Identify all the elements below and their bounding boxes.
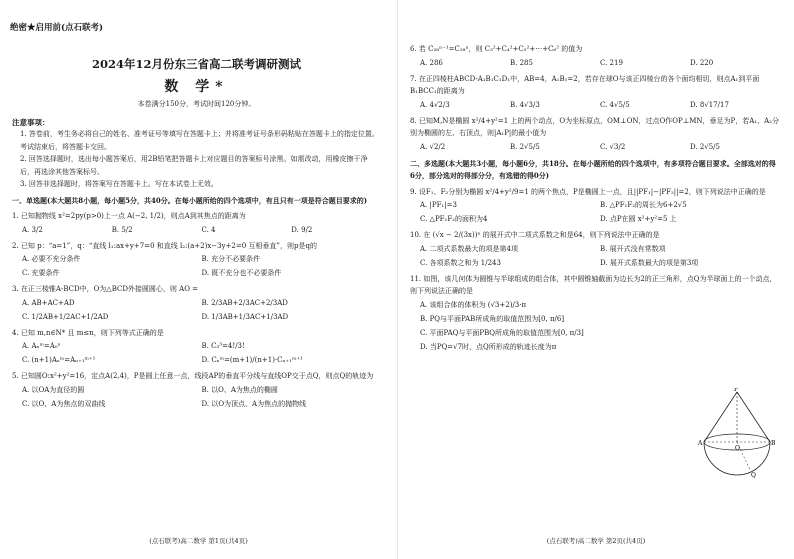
answer-option: B. 285 — [510, 58, 533, 67]
answer-option: D. 1/3AB+1/3AC+1/3AD — [201, 312, 289, 321]
page-right — [397, 0, 794, 559]
answer-option: C. 4√5/5 — [600, 100, 630, 109]
cone-edge — [704, 392, 737, 442]
answer-option: B. 2/3AB+2/3AC+2/3AD — [201, 298, 288, 307]
question-stem: 2. 已知 p：“a=1”，q：“直线 l₁:ax+y+7=0 和直线 l₂:(a+2)x−3y+2=0 互相垂直”，则p是q的 — [12, 241, 317, 250]
question-stem: 3. 在正三棱锥A-BCD中，O为△BCD外接圆圆心，则 AO = — [12, 285, 199, 293]
answer-option: D. 220 — [690, 58, 714, 67]
label-q: Q — [751, 472, 756, 479]
answer-option: B. 2√5/5 — [510, 142, 540, 151]
answer-option: D. 当PQ=√7时，点Q所形成的轨迹长度为π — [420, 342, 557, 351]
options-row — [410, 56, 780, 70]
options-row — [410, 198, 780, 226]
question-stem: 11. 如图，该几何体为圆锥与半球组成的组合体，其中圆锥轴截面为边长为2的正三角形，点Q为半球面上的一个动点，则下列说法正确的是 — [410, 274, 777, 295]
cone-edge — [737, 392, 770, 442]
answer-option: C. (n+1)Aₙᵐ=Aₙ₊₁ᵐ⁺¹ — [22, 356, 96, 364]
options-row — [12, 296, 381, 324]
label-o: O — [735, 445, 740, 452]
exam-meta: 本卷满分150分，考试时间120分钟。 — [137, 100, 256, 108]
exam-title: 2024年12月份东三省高二联考调研测试 — [91, 57, 301, 71]
page-footer: (点石联考)高二数学 第2页(共4页) — [546, 537, 646, 545]
answer-option: C. √3/2 — [600, 142, 626, 151]
answer-option: A. 该组合体的体积为 (√3+2)/3·π — [420, 300, 527, 309]
question-list — [12, 210, 381, 411]
answer-option: C. 平面PAQ与平面PBQ所成角的取值范围为[0, π/3] — [420, 328, 584, 337]
answer-option: A. √2/2 — [420, 142, 446, 151]
answer-option: B. 以O、A为焦点的椭圆 — [201, 385, 278, 394]
notice-heading: 注意事项： — [12, 118, 50, 127]
question-list — [410, 186, 780, 354]
options-row — [410, 298, 780, 354]
options-row — [410, 98, 780, 112]
answer-option: A. Aₙᵐ=A₀ⁿ — [22, 342, 61, 350]
answer-option: D. 以O为顶点、A为焦点的抛物线 — [201, 399, 307, 408]
subject-heading: 数 学* — [164, 79, 229, 95]
question-stem: 7. 在正四棱柱ABCD-A₁B₁C₁D₁中，AB=4，A₁B₁=2，若存在球O与该正四棱台的各个面均相切，则点A₁到平面B₁BCC₁的距离为 — [410, 74, 760, 95]
question-stem: 5. 已知圆O:x²+y²=16，定点A(2,4)，P是圆上任意一点，线段AP的垂直平分线与直线OP交于点Q，则点Q的轨迹为 — [12, 372, 374, 380]
label-p: P — [734, 388, 739, 393]
answer-option: C. 219 — [600, 58, 623, 67]
answer-option: A. 286 — [420, 58, 443, 67]
answer-option: C. 各项系数之和为 1/243 — [420, 258, 501, 267]
answer-option: D. 既不充分也不必要条件 — [201, 269, 282, 277]
answer-option: A. AB+AC+AD — [22, 298, 75, 307]
answer-option: C. △PF₁F₂的面积为4 — [420, 215, 488, 223]
answer-option: A. 4√2/3 — [420, 100, 450, 109]
options-row — [12, 383, 381, 411]
answer-option: D. 展开式系数最大的项是第3项 — [600, 258, 699, 267]
answer-option: C. 4 — [201, 225, 216, 234]
answer-option: B. PQ与平面PAB所成角的取值范围为[0, π/6] — [420, 314, 565, 323]
question-stem: 9. 设F₁、F₂分别为椭圆 x²/4+y²/9=1 的两个焦点，P是椭圆上一点，且||PF₁|−|PF₂||=2，则下列说法中正确的是 — [410, 187, 766, 196]
answer-option: A. 以OA为直径的圆 — [22, 385, 85, 394]
options-row — [410, 140, 780, 154]
answer-option: C. 1/2AB+1/2AC+1/2AD — [22, 312, 109, 321]
question-stem: 4. 已知 m,n∈N* 且 m≤n，则下列等式正确的是 — [12, 328, 164, 337]
confidential-tag: 绝密★启用前(点石联考) — [10, 23, 104, 33]
answer-option: B. 展开式没有常数项 — [600, 244, 666, 253]
answer-option: A. 必要不充分条件 — [22, 255, 81, 263]
question-list — [410, 43, 780, 154]
options-row — [12, 252, 381, 280]
question-stem: 1. 已知抛物线 x²=2py(p>0)上一点 A(−2, 1/2)，则点A到其焦点的距离为 — [12, 212, 246, 220]
notice-item: 1. 答卷前，考生务必将自己的姓名、准考证号等填写在答题卡上；并将准考证号条形码粘贴在答题卡上的指定位置。考试结束后，将答题卡交回。 — [20, 130, 379, 151]
answer-option: D. 9/2 — [291, 225, 313, 234]
notice-item: 2. 回答选择题时，选出每小题答案后，用2B铅笔把答题卡上对应题目的答案标号涂黑。如需改动，用橡皮擦干净后，再选涂其他答案标号。 — [20, 155, 368, 176]
section-heading: 二、多选题(本大题共3小题，每小题6分，共18分。在每小题所给的四个选项中，有多项符合题目要求。全部选对的得6分，部分选对的得部分分，有选错的得0分) — [410, 158, 776, 180]
options-row — [12, 223, 381, 237]
answer-option: A. |PF₁|=3 — [420, 201, 457, 209]
options-row — [410, 242, 780, 270]
cone-hemisphere-figure — [698, 388, 776, 486]
answer-option: B. 充分不必要条件 — [201, 255, 261, 263]
answer-option: A. 二项式系数最大的项是第4项 — [420, 244, 518, 253]
answer-option: C. 以O、A为焦点的双曲线 — [22, 399, 106, 408]
question-stem: 8. 已知M,N是椭圆 x²/4+y²=1 上的两个动点，O为坐标原点，OM⊥ON，过点O作OP⊥MN，垂足为P，若A₁、A₂分别为椭圆的左、右顶点，则|A₁P|的最小值为 — [410, 116, 779, 137]
question-stem: 10. 在 (√x − 2/(3x))ⁿ 的展开式中二项式系数之和是64，则下列说法中正确的是 — [410, 231, 660, 239]
answer-option: D. 8√17/17 — [690, 100, 729, 109]
answer-option: D. 2√5/5 — [690, 142, 720, 151]
options-row — [12, 339, 381, 367]
answer-option: D. 点P在圆 x²+y²=5 上 — [600, 215, 677, 223]
section-heading: 一、单选题(本大题共8小题，每小题5分，共40分。在每小题所给的四个选项中，有且只有一项是符合题目要求的) — [12, 195, 368, 205]
answer-option: B. 4√3/3 — [510, 100, 540, 109]
question-stem: 6. 若 C₂₈ⁿ⁻¹=C₂₈ⁿ，则 C₃²+C₄²+C₅²+⋯+C₆² 的值为 — [410, 45, 583, 53]
answer-option: A. 3/2 — [22, 225, 43, 234]
answer-option: C. 充要条件 — [22, 269, 60, 277]
label-a: A — [698, 440, 703, 447]
label-b: B — [771, 440, 776, 447]
page-footer: (点石联考)高二数学 第1页(共4页) — [149, 537, 248, 545]
answer-option: B. C₅³=4!/3! — [201, 342, 245, 350]
notice-item: 3. 回答非选择题时，将答案写在答题卡上。写在本试卷上无效。 — [20, 180, 218, 188]
answer-option: B. 5/2 — [111, 225, 133, 234]
answer-option: D. Cₙᵐ=(m+1)/(n+1)·Cₙ₊₁ᵐ⁺¹ — [201, 356, 303, 364]
answer-option: B. △PF₁F₂的周长为6+2√5 — [600, 201, 687, 209]
